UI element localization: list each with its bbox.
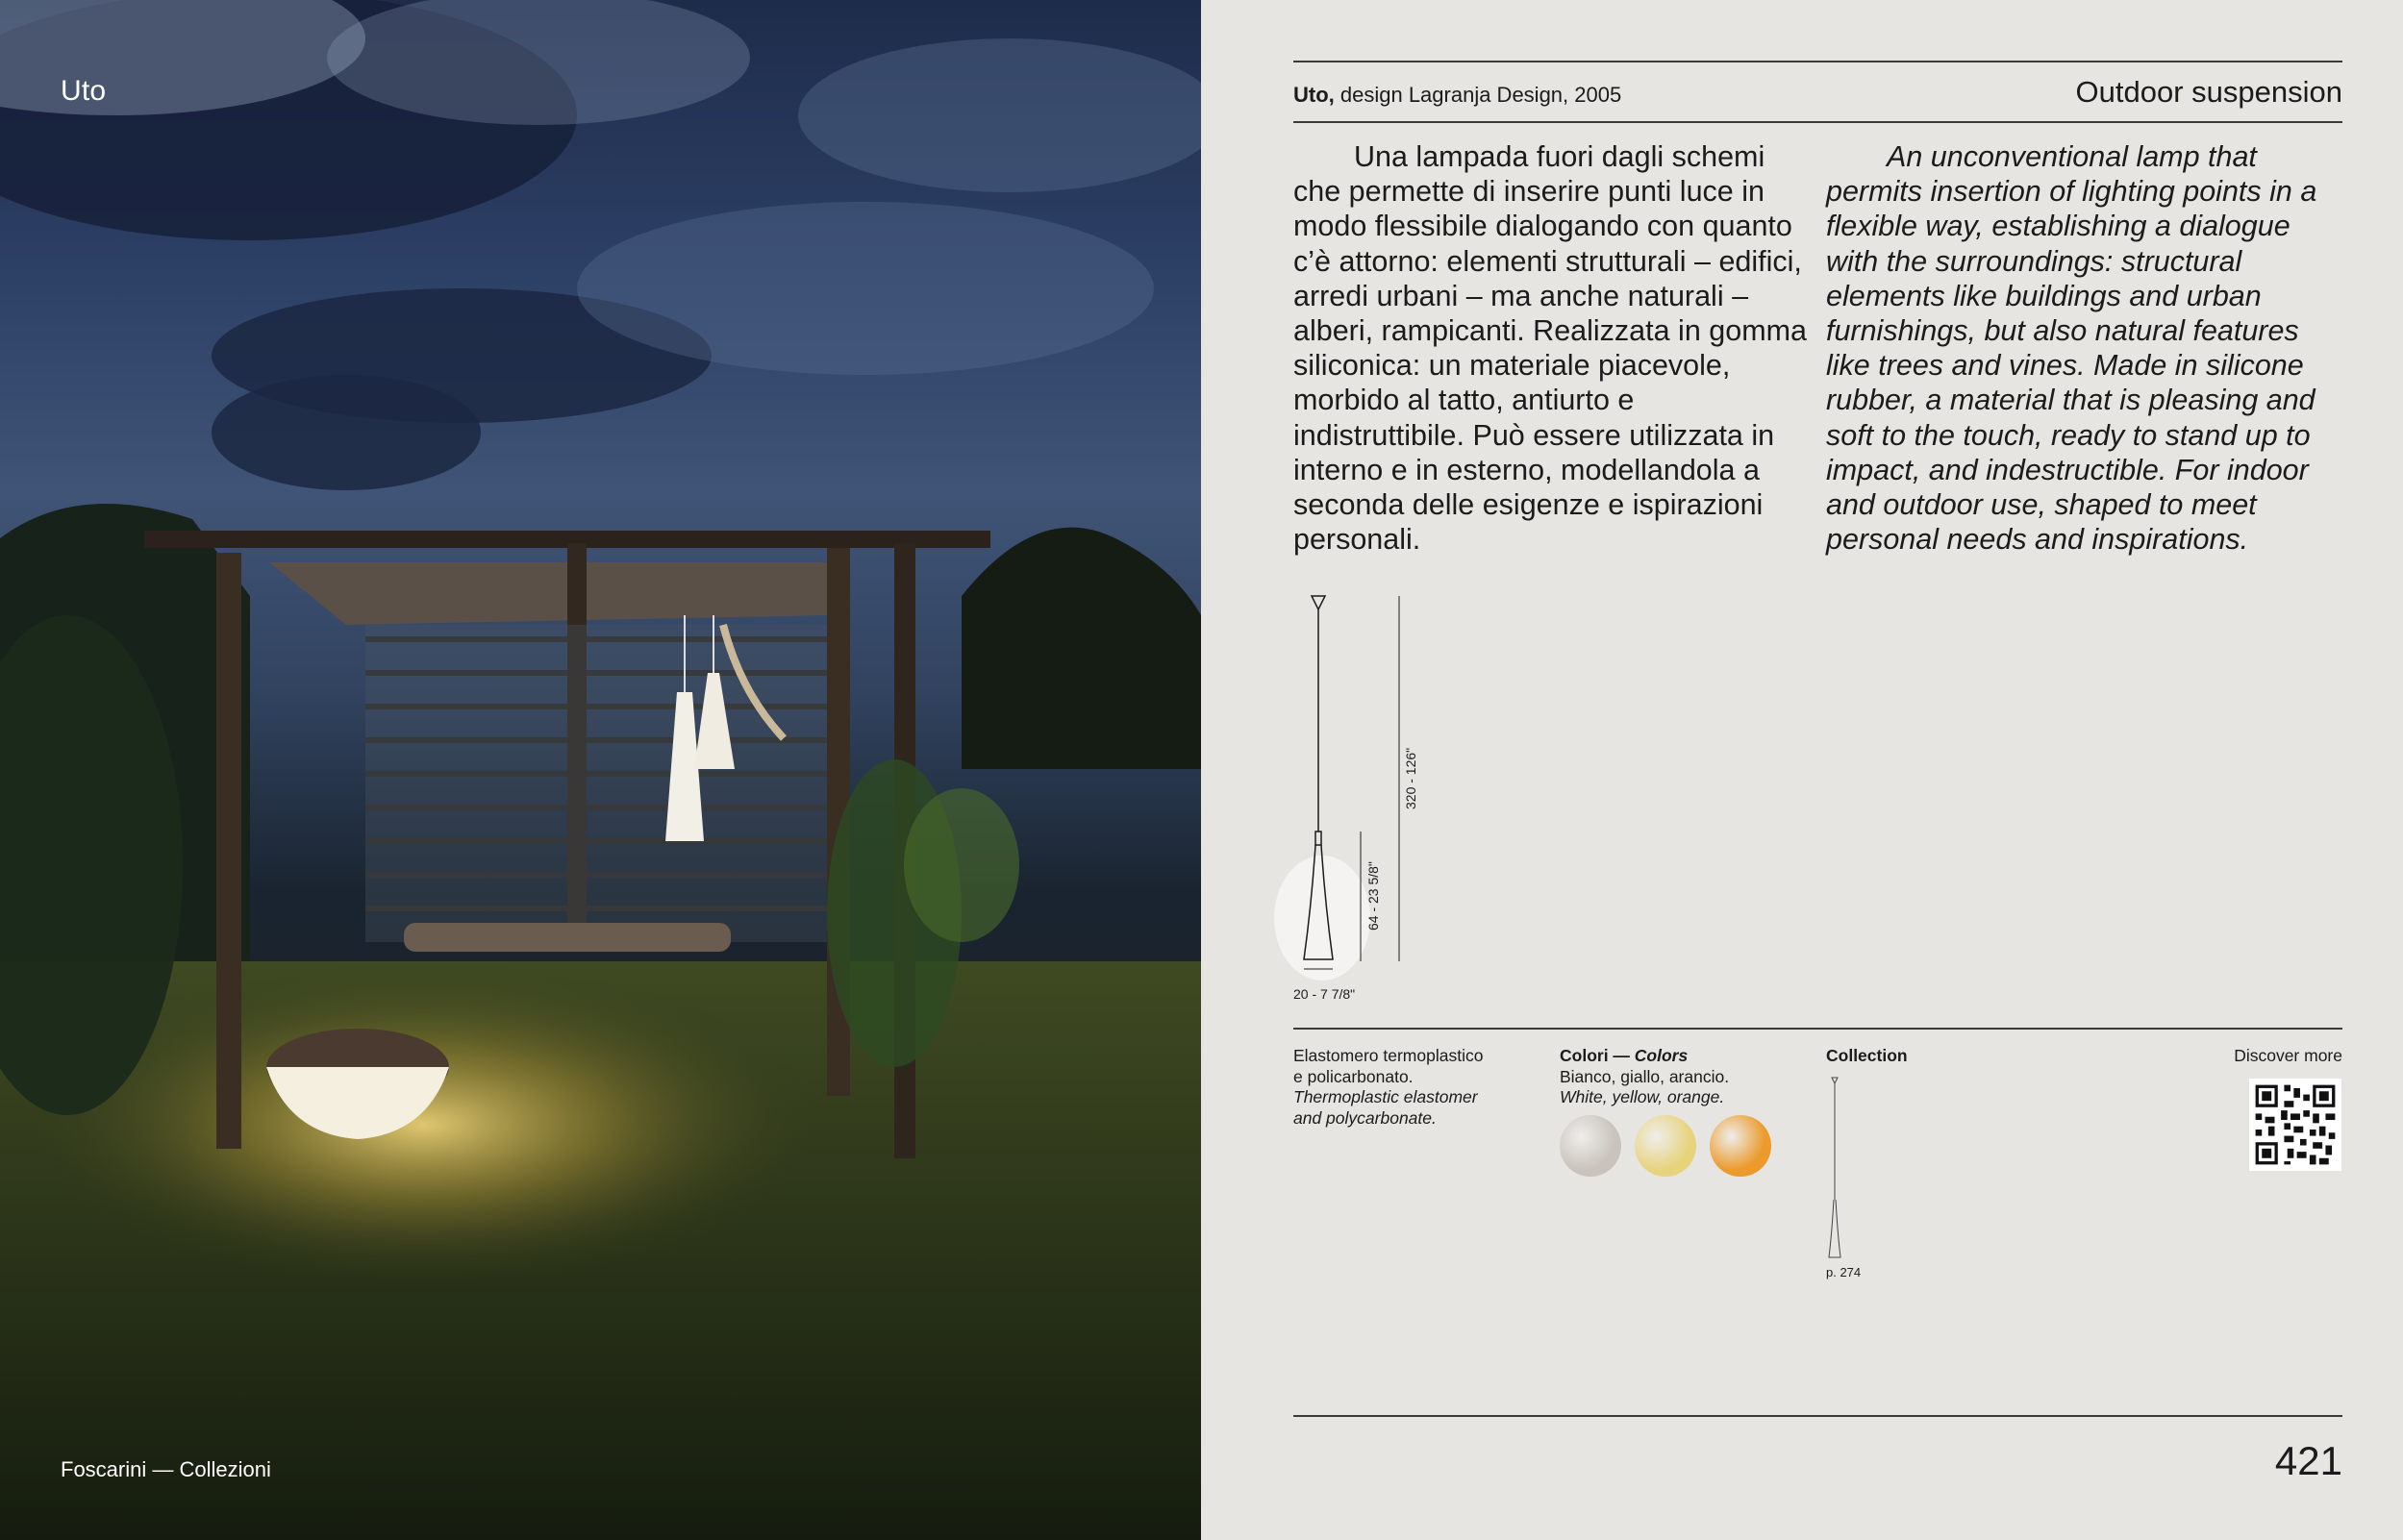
header-rule: [1293, 121, 2342, 123]
garden-scene-illustration: [0, 0, 1201, 1540]
product-credit: [1293, 83, 1621, 108]
specs-rule: [1293, 1028, 2342, 1030]
product-category: Outdoor suspension: [2075, 75, 2342, 109]
canopy-shape: [1312, 596, 1325, 609]
colors-it: Bianco, giallo, arancio.: [1560, 1066, 1730, 1086]
colors-heading-it: Colori —: [1560, 1046, 1635, 1065]
materials-block: [1293, 1046, 1483, 1129]
material-en-line2: and polycarbonate.: [1293, 1107, 1437, 1128]
total-height-label: 320 - 126": [1403, 747, 1418, 809]
collection-heading: Collection: [1826, 1046, 1908, 1065]
product-name: Uto,: [1293, 83, 1335, 107]
material-it-line1: Elastomero termoplastico: [1293, 1046, 1484, 1065]
designer-credit: design Lagranja Design, 2005: [1334, 83, 1622, 107]
collection-block: [1826, 1046, 1908, 1067]
material-it-line2: e policarbonato.: [1293, 1066, 1414, 1086]
swatch-yellow: [1635, 1115, 1696, 1177]
description-italian: Una lampada fuori dagli schemi che permette di inserire punti luce in modo flessibile dialogando con quanto c’è attorno: elementi strutturali – edifici, arredi urbani – ma anche naturali – alberi, rampicanti. Realizzata in gomma siliconica: un materiale piacevole, morbido al tatto, antiurto e indistruttibile. Può essere utilizzata in interno e in esterno, modellandola a seconda delle esigenze e ispirazioni personali.: [1293, 140, 1807, 557]
material-en-line1: Thermoplastic elastomer: [1293, 1087, 1478, 1106]
swatch-white: [1560, 1115, 1621, 1177]
collection-thumbnail-icon[interactable]: [1826, 1075, 1855, 1263]
page-number: 421: [2274, 1438, 2342, 1483]
colors-heading-en: Colors: [1634, 1046, 1689, 1065]
garden-photo: [0, 0, 1201, 1540]
bottom-rule: [1293, 1415, 2342, 1417]
colors-en: White, yellow, orange.: [1560, 1087, 1725, 1106]
colors-block: [1560, 1046, 1729, 1108]
width-label: 20 - 7 7/8": [1293, 986, 1356, 1002]
swatch-orange: [1710, 1115, 1771, 1177]
technical-drawing: [1269, 586, 1423, 990]
book-footer: Foscarini — Collezioni: [61, 1457, 271, 1481]
discover-more-label: Discover more: [2234, 1046, 2342, 1065]
qr-code-icon[interactable]: [2249, 1079, 2341, 1171]
top-rule: [1293, 61, 2342, 62]
collection-page-ref[interactable]: p. 274: [1826, 1265, 1862, 1279]
description-english: An unconventional lamp that permits insertion of lighting points in a flexible way, establishing a dialogue with the surroundings: structural elements like buildings and urban furnishings, but also natural features like trees and vines. Made in silicone rubber, a material that is pleasing and soft to the touch, ready to stand up to impact, and indestructible. For indoor and outdoor use, shaped to meet personal needs and inspirations.: [1826, 140, 2317, 557]
lamp-height-label: 64 - 23 5/8": [1365, 861, 1381, 931]
photo-title: Uto: [61, 75, 107, 107]
